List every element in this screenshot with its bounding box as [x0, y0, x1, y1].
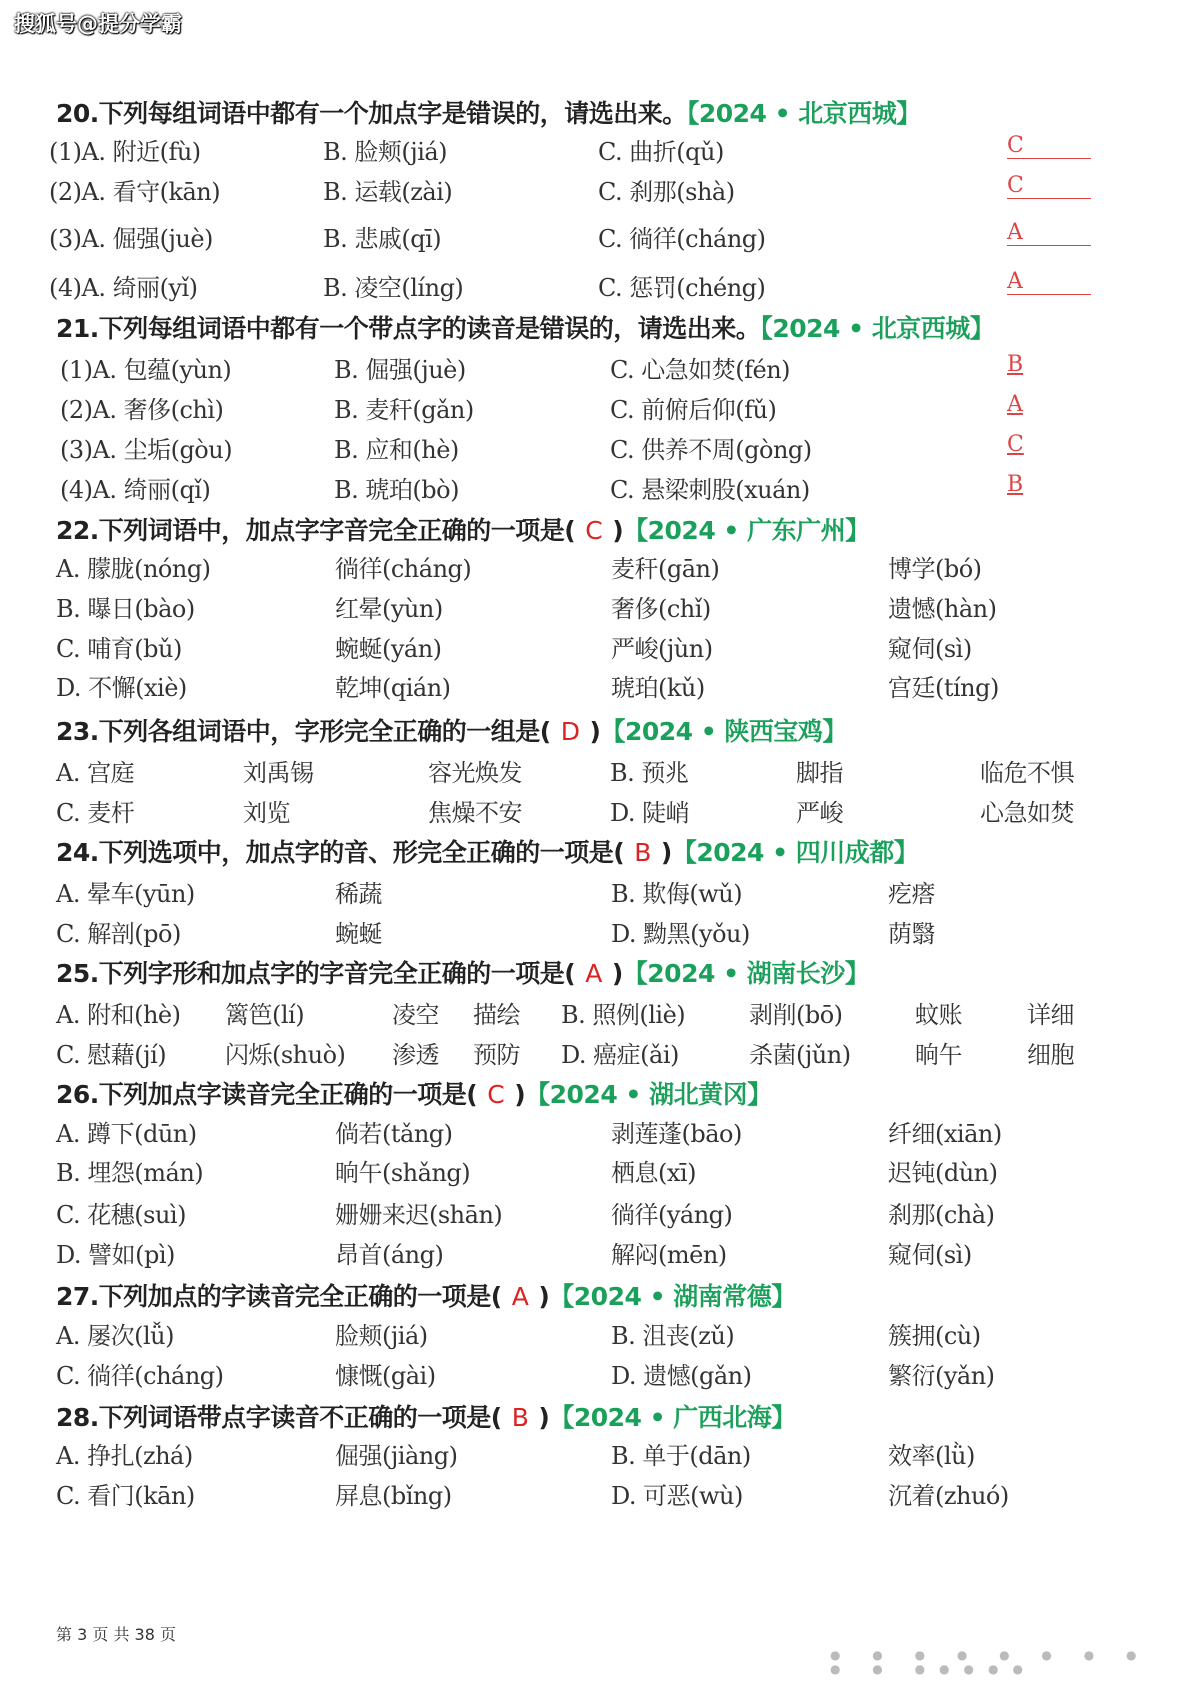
option-cell: 慷慨(gài) — [335, 1362, 436, 1390]
option-cell: 脚指 — [796, 759, 843, 787]
option-cell: A. 附和(hè) — [56, 1001, 181, 1029]
option-cell: D. 譬如(pì) — [56, 1241, 175, 1269]
closing-paren: ) — [612, 516, 624, 545]
option-cell: 临危不惧 — [980, 759, 1074, 787]
option-cell: D. 陡峭 — [610, 799, 690, 827]
option-cell: 效率(lǜ) — [888, 1442, 975, 1470]
option-cell: D. 黝黑(yǒu) — [611, 920, 750, 948]
option-cell: 纤细(xiān) — [888, 1120, 1002, 1148]
option-cell: 剥莲蓬(bāo) — [611, 1120, 742, 1148]
question-number: 24. — [56, 838, 99, 867]
question-stem: 下列词语中，加点字字音完全正确的一项是( — [98, 516, 576, 545]
page-footer: 第 3 页 共 38 页 — [56, 1625, 176, 1644]
option-cell: A. 蹲下(dūn) — [56, 1120, 197, 1148]
question-number: 27. — [56, 1282, 99, 1311]
option-cell: C. 悬梁刺股(xuán) — [610, 476, 810, 504]
option-cell: C. 惩罚(chéng) — [598, 274, 766, 302]
closing-paren: ) — [660, 838, 672, 867]
option-cell: 徜徉(yáng) — [611, 1201, 733, 1229]
option-cell: B. 沮丧(zǔ) — [611, 1322, 735, 1350]
option-cell: 徜徉(cháng) — [335, 555, 472, 583]
option-cell: C. 看门(kān) — [56, 1482, 195, 1510]
option-cell: C. 徜徉(cháng) — [598, 225, 766, 253]
option-cell: 栖息(xī) — [611, 1159, 696, 1187]
option-cell: 蜿蜒(yán) — [335, 635, 442, 663]
option-cell: (3)A. 倔强(juè) — [49, 225, 213, 253]
question-stem: 下列每组词语中都有一个带点字的读音是错误的，请选出来。 — [98, 314, 761, 343]
row-answer: A — [1007, 270, 1091, 295]
option-cell: 红晕(yùn) — [335, 595, 443, 623]
option-cell: B. 照例(liè) — [561, 1001, 686, 1029]
option-cell: B. 埋怨(mán) — [56, 1159, 204, 1187]
question-answer: B — [634, 838, 651, 867]
option-cell: (3)A. 尘垢(gòu) — [60, 436, 233, 464]
option-cell: B. 预兆 — [610, 759, 689, 787]
question-stem: 下列每组词语中都有一个加点字是错误的，请选出来。 — [98, 99, 687, 128]
option-cell: 昂首(áng) — [335, 1241, 444, 1269]
option-cell: C. 刹那(shà) — [598, 178, 735, 206]
option-cell: 博学(bó) — [888, 555, 982, 583]
row-answer: C — [1007, 174, 1091, 199]
watermark: 搜狐号@提分学霸 — [14, 12, 182, 36]
option-cell: 预防 — [473, 1041, 520, 1069]
option-cell: 蜿蜒 — [335, 920, 382, 948]
option-cell: B. 麦秆(gǎn) — [334, 396, 474, 424]
question-source: 【2024 • 广东广州】 — [623, 516, 870, 545]
question-title — [56, 712, 847, 748]
option-cell: C. 哺育(bǔ) — [56, 635, 182, 663]
decorative-dots: ● ● ● ● ● ● ● ● ● ● ●●●●● — [830, 1648, 1151, 1676]
option-cell: 姗姗来迟(shān) — [335, 1201, 503, 1229]
row-answer: A — [1007, 221, 1091, 246]
question-answer: C — [487, 1080, 505, 1109]
option-cell: 严峻 — [796, 799, 843, 827]
row-answer: B — [1007, 472, 1024, 497]
option-cell: (1)A. 附近(fù) — [49, 138, 201, 166]
question-number: 21. — [56, 314, 99, 343]
option-cell: C. 前俯后仰(fǔ) — [610, 396, 777, 424]
question-source: 【2024 • 广西北海】 — [549, 1403, 796, 1432]
option-cell: B. 倔强(juè) — [334, 356, 466, 384]
option-cell: A. 宫庭 — [56, 759, 135, 787]
option-cell: C. 慰藉(jí) — [56, 1041, 167, 1069]
question-stem: 下列词语带点字读音不正确的一项是( — [98, 1403, 502, 1432]
closing-paren: ) — [538, 1403, 550, 1432]
question-title — [56, 1398, 796, 1434]
option-cell: C. 花穗(suì) — [56, 1201, 186, 1229]
option-cell: 篱笆(lí) — [225, 1001, 305, 1029]
closing-paren: ) — [611, 959, 623, 988]
question-source: 【2024 • 湖北黄冈】 — [525, 1080, 772, 1109]
option-cell: 沉着(zhuó) — [888, 1482, 1009, 1510]
row-answer: C — [1007, 134, 1091, 159]
option-cell: 簇拥(cù) — [888, 1322, 981, 1350]
option-cell: 窥伺(sì) — [888, 635, 972, 663]
option-cell: C. 麦杆 — [56, 799, 135, 827]
option-cell: 描绘 — [473, 1001, 520, 1029]
question-number: 26. — [56, 1080, 99, 1109]
question-stem: 下列字形和加点字的字音完全正确的一项是( — [98, 959, 576, 988]
option-cell: B. 悲戚(qī) — [323, 225, 442, 253]
option-cell: 凌空 — [392, 1001, 439, 1029]
closing-paren: ) — [589, 717, 601, 746]
question-source: 【2024 • 四川成都】 — [671, 838, 919, 867]
option-cell: 宫廷(tíng) — [888, 674, 999, 702]
option-cell: 繁衍(yǎn) — [888, 1362, 995, 1390]
option-cell: 渗透 — [392, 1041, 439, 1069]
option-cell: 解闷(mēn) — [611, 1241, 727, 1269]
question-number: 22. — [56, 516, 99, 545]
option-cell: 屏息(bǐng) — [335, 1482, 452, 1510]
option-cell: (1)A. 包蕴(yùn) — [60, 356, 232, 384]
option-cell: 窥伺(sì) — [888, 1241, 972, 1269]
option-cell: 杀菌(jǔn) — [749, 1041, 851, 1069]
question-title — [56, 309, 994, 345]
question-title — [56, 954, 869, 990]
option-cell: A. 挣扎(zhá) — [56, 1442, 193, 1470]
question-number: 23. — [56, 717, 99, 746]
option-cell: 刘禹锡 — [243, 759, 314, 787]
option-cell: B. 应和(hè) — [334, 436, 459, 464]
question-number: 25. — [56, 959, 99, 988]
option-cell: D. 不懈(xiè) — [56, 674, 187, 702]
question-number: 20. — [56, 99, 99, 128]
option-cell: C. 曲折(qǔ) — [598, 138, 724, 166]
option-cell: C. 供养不周(gòng) — [610, 436, 812, 464]
option-cell: 蚊账 — [915, 1001, 962, 1029]
option-cell: 倘若(tǎng) — [335, 1120, 453, 1148]
option-cell: 脸颊(jiá) — [335, 1322, 428, 1350]
option-cell: D. 癌症(ǎi) — [561, 1041, 679, 1069]
option-cell: (4)A. 绮丽(qǐ) — [60, 476, 211, 504]
row-answer: B — [1007, 352, 1024, 377]
option-cell: A. 屡次(lǚ) — [56, 1322, 174, 1350]
option-cell: 细胞 — [1027, 1041, 1074, 1069]
option-cell: 琥珀(kǔ) — [611, 674, 705, 702]
question-number: 28. — [56, 1403, 99, 1432]
closing-paren: ) — [538, 1282, 550, 1311]
question-title — [56, 1075, 772, 1111]
option-cell: 荫翳 — [888, 920, 935, 948]
option-cell: (4)A. 绮丽(yǐ) — [49, 274, 198, 302]
option-cell: 迟钝(dùn) — [888, 1159, 998, 1187]
option-cell: (2)A. 看守(kān) — [49, 178, 221, 206]
option-cell: 倔强(jiàng) — [335, 1442, 458, 1470]
option-cell: (2)A. 奢侈(chì) — [60, 396, 224, 424]
option-cell: 遗憾(hàn) — [888, 595, 997, 623]
option-cell: C. 心急如焚(fén) — [610, 356, 791, 384]
option-cell: A. 朦胧(nóng) — [56, 555, 211, 583]
option-cell: B. 凌空(líng) — [323, 274, 464, 302]
option-cell: 奢侈(chǐ) — [611, 595, 711, 623]
option-cell: 稀蔬 — [335, 880, 382, 908]
option-cell: B. 琥珀(bò) — [334, 476, 459, 504]
option-cell: 严峻(jùn) — [611, 635, 713, 663]
row-answer: A — [1007, 392, 1023, 417]
option-cell: 晌午 — [915, 1041, 962, 1069]
option-cell: D. 遗憾(gǎn) — [611, 1362, 752, 1390]
option-cell: 刹那(chà) — [888, 1201, 995, 1229]
question-title — [56, 511, 870, 547]
question-stem: 下列加点的字读音完全正确的一项是( — [98, 1282, 502, 1311]
question-source: 【2024 • 湖南常德】 — [549, 1282, 796, 1311]
question-stem: 下列加点字读音完全正确的一项是( — [98, 1080, 478, 1109]
question-answer: D — [560, 717, 580, 746]
option-cell: D. 可恶(wù) — [611, 1482, 743, 1510]
option-cell: 焦燥不安 — [428, 799, 522, 827]
question-source: 【2024 • 北京西城】 — [760, 314, 995, 343]
row-answer: C — [1007, 432, 1024, 457]
question-title — [56, 1277, 796, 1313]
question-answer: C — [585, 516, 603, 545]
question-source: 【2024 • 湖南长沙】 — [622, 959, 870, 988]
option-cell: C. 解剖(pō) — [56, 920, 181, 948]
question-title — [56, 94, 921, 130]
question-title — [56, 833, 918, 869]
question-source: 【2024 • 北京西城】 — [686, 99, 921, 128]
closing-paren: ) — [514, 1080, 526, 1109]
option-cell: 闪烁(shuò) — [225, 1041, 346, 1069]
question-source: 【2024 • 陕西宝鸡】 — [600, 717, 847, 746]
question-answer: B — [511, 1403, 529, 1432]
question-answer: A — [511, 1282, 529, 1311]
option-cell: 乾坤(qián) — [335, 674, 451, 702]
option-cell: B. 欺侮(wǔ) — [611, 880, 743, 908]
question-stem: 下列选项中，加点字的音、形完全正确的一项是( — [98, 838, 625, 867]
option-cell: 疙瘩 — [888, 880, 935, 908]
option-cell: 剥削(bō) — [749, 1001, 843, 1029]
question-answer: A — [585, 959, 602, 988]
option-cell: 容光焕发 — [428, 759, 522, 787]
option-cell: 刘览 — [243, 799, 290, 827]
option-cell: B. 运载(zài) — [323, 178, 453, 206]
option-cell: B. 脸颊(jiá) — [323, 138, 448, 166]
option-cell: 晌午(shǎng) — [335, 1159, 471, 1187]
option-cell: 详细 — [1027, 1001, 1074, 1029]
option-cell: 心急如焚 — [980, 799, 1074, 827]
option-cell: A. 晕车(yūn) — [56, 880, 195, 908]
option-cell: B. 曝日(bào) — [56, 595, 195, 623]
option-cell: 麦秆(gān) — [611, 555, 720, 583]
question-stem: 下列各组词语中，字形完全正确的一组是( — [98, 717, 551, 746]
option-cell: C. 徜徉(cháng) — [56, 1362, 224, 1390]
option-cell: B. 单于(dān) — [611, 1442, 751, 1470]
